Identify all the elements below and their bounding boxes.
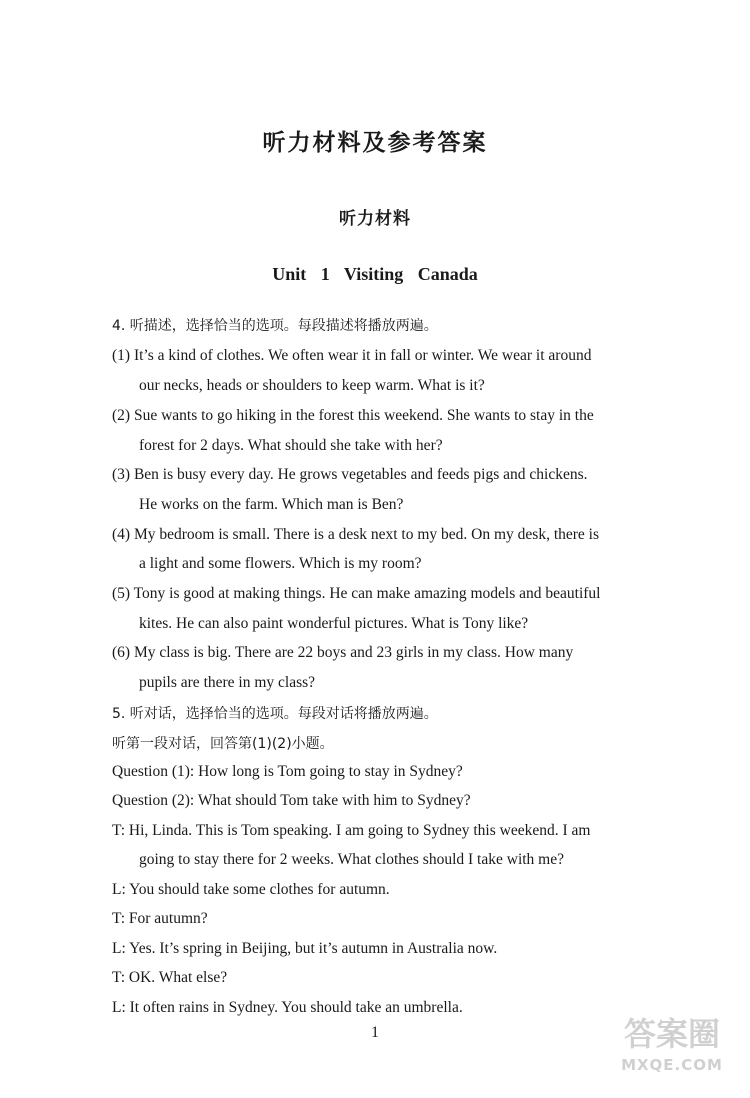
text-line: (5) Tony is good at making things. He can make amazing models and beautiful <box>112 585 601 602</box>
watermark-logo <box>602 1012 742 1092</box>
page-number: 1 <box>371 1024 379 1041</box>
text-line: our necks, heads or shoulders to keep warm. What is it? <box>139 377 485 394</box>
text-line: Question (1): How long is Tom going to stay in Sydney? <box>112 763 463 780</box>
watermark-text: 答案圈 <box>623 1015 720 1053</box>
text-line: He works on the farm. Which man is Ben? <box>139 496 404 513</box>
watermark-url: MXQE.COM <box>621 1056 723 1074</box>
question-5-instruction: 5. 听对话，选择恰当的选项。每段对话将播放两遍。 <box>112 706 438 722</box>
text-line: kites. He can also paint wonderful pictures. What is Tony like? <box>139 615 529 632</box>
text-line: a light and some flowers. Which is my room? <box>139 555 422 572</box>
text-line: going to stay there for 2 weeks. What clothes should I take with me? <box>139 851 564 868</box>
text-line: forest for 2 days. What should she take with her? <box>139 437 443 454</box>
text-line: L: It often rains in Sydney. You should take an umbrella. <box>112 999 463 1016</box>
page-title: 听力材料及参考答案 <box>262 129 488 156</box>
text-line: (4) My bedroom is small. There is a desk next to my bed. On my desk, there is <box>112 526 600 543</box>
text-line: L: You should take some clothes for autumn. <box>112 881 390 898</box>
section-title: 听力材料 <box>339 209 411 229</box>
text-line: T: OK. What else? <box>112 969 228 986</box>
text-line: (2) Sue wants to go hiking in the forest this weekend. She wants to stay in the <box>112 407 594 424</box>
text-line: (3) Ben is busy every day. He grows vegetables and feeds pigs and chickens. <box>112 466 588 483</box>
dialogue-instruction: 听第一段对话，回答第(1)(2)小题。 <box>112 736 334 752</box>
unit-title: Unit 1 Visiting Canada <box>272 264 478 284</box>
text-line: T: Hi, Linda. This is Tom speaking. I am going to Sydney this weekend. I am <box>112 822 591 839</box>
question-4-instruction: 4. 听描述，选择恰当的选项。每段描述将播放两遍。 <box>112 318 438 334</box>
text-line: pupils are there in my class? <box>139 674 316 691</box>
text-line: (1) It’s a kind of clothes. We often wear it in fall or winter. We wear it around <box>112 347 592 364</box>
text-line: (6) My class is big. There are 22 boys and 23 girls in my class. How many <box>112 644 574 661</box>
text-line: L: Yes. It’s spring in Beijing, but it’s autumn in Australia now. <box>112 940 498 957</box>
text-line: Question (2): What should Tom take with him to Sydney? <box>112 792 471 809</box>
text-line: T: For autumn? <box>112 910 208 927</box>
